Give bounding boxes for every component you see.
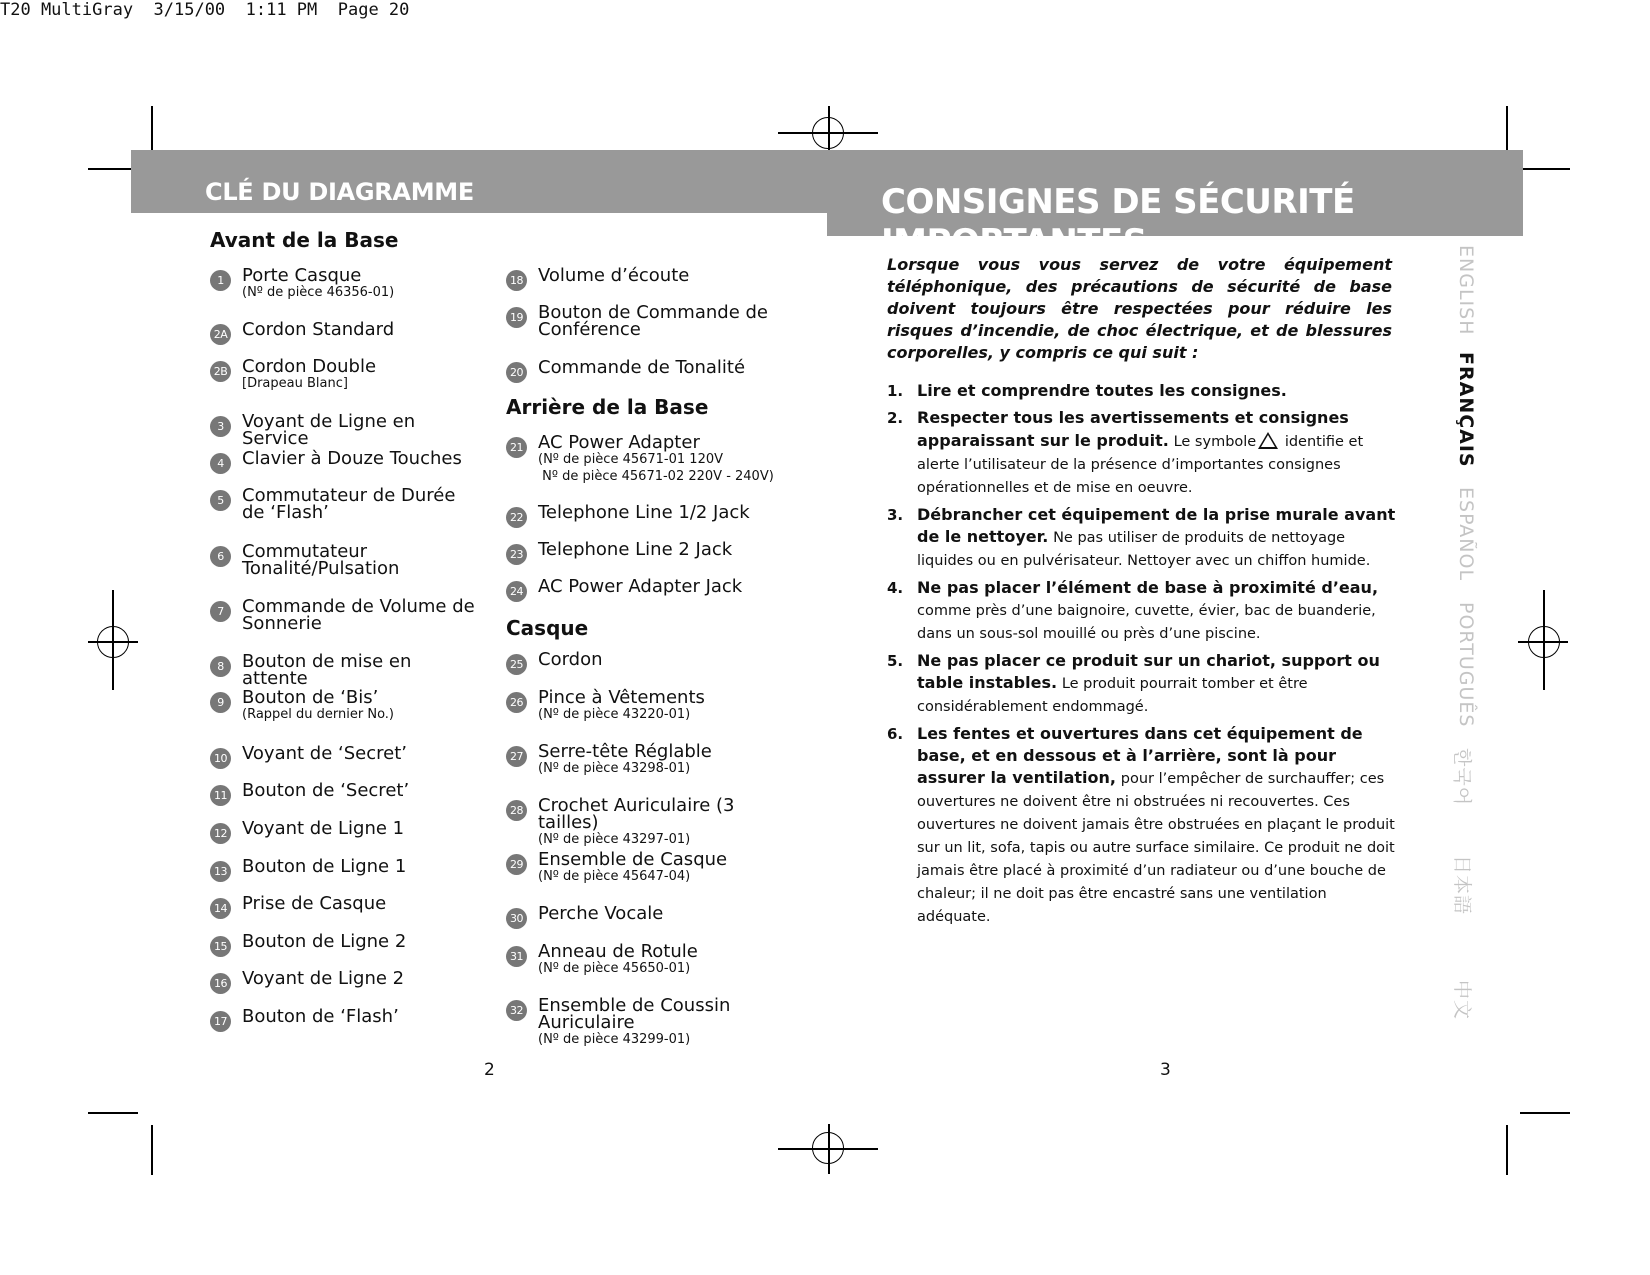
diagram-key-item	[210, 267, 480, 301]
crop-mark	[1520, 1112, 1570, 1114]
item-part-number: (Rappel du dernier No.)	[242, 707, 395, 722]
item-number-badge: 22	[506, 507, 527, 528]
diagram-key-item	[506, 997, 776, 1048]
rule-heading: Lire et comprendre toutes les consignes.	[917, 381, 1287, 400]
item-number-badge: 15	[210, 936, 231, 957]
diagram-key-item	[210, 893, 480, 915]
item-label: Bouton de ‘Bis’	[242, 687, 379, 708]
safety-rule	[887, 380, 1397, 402]
diagram-key-item	[210, 319, 480, 341]
diagram-key-item	[506, 434, 776, 485]
item-label: Bouton de Ligne 1	[242, 856, 407, 877]
item-label: AC Power Adapter Jack	[538, 576, 743, 597]
item-label: Commutateur de Durée de ‘Flash’	[242, 485, 456, 523]
rule-text: identifie et alerte l’utilisateur de la présence d’importantes consignes opérationnelles et de mise en oeuvre.	[917, 434, 1364, 496]
item-part-number: (Nº de pièce 45671-01 120V Nº de pièce 45671-02 220V - 240V)	[538, 452, 774, 484]
diagram-key-item	[506, 689, 776, 723]
diagram-key-item	[506, 797, 776, 848]
rule-heading: Ne pas placer ce produit sur un chariot, support ou table instables.	[917, 651, 1380, 692]
rule-number: 4.	[887, 579, 904, 597]
rule-text: pour l’empêcher de surchauffer; ces ouvertures ne doivent être ni obstruées ni recouvertes. Ces ouvertures ne doivent jamais être obstruées en plaçant le produit sur un lit, sofa, tapis ou autre surface similaire. Ce produit ne doit jamais être placé à proximité d’un radiateur ou d’une bouche de chaleur; il ne doit pas être encastré sans une ventilation adéquate.	[917, 771, 1395, 925]
item-label: Voyant de Ligne en Service	[242, 411, 416, 449]
item-number-badge: 25	[506, 654, 527, 675]
language-tab[interactable]: ENGLISH	[1455, 245, 1477, 336]
item-label: Telephone Line 1/2 Jack	[538, 502, 750, 523]
language-tab[interactable]: 中文	[1451, 980, 1473, 1021]
section-headset: Casque	[506, 616, 589, 640]
item-number-badge: 14	[210, 898, 231, 919]
diagram-key-item	[210, 653, 480, 687]
item-label: Bouton de Commande de Conférence	[538, 302, 769, 340]
safety-rule	[887, 723, 1397, 928]
item-label: Telephone Line 2 Jack	[538, 539, 733, 560]
diagram-key-banner	[131, 150, 827, 213]
rule-heading: Les fentes et ouvertures dans cet équipement de base, et en dessous et à l’arrière, sont là pour assurer la ventilation,	[917, 724, 1363, 787]
safety-rule	[887, 504, 1397, 572]
diagram-key-item	[210, 743, 480, 765]
item-label: Cordon Standard	[242, 319, 395, 340]
item-part-number: (Nº de pièce 45647-04)	[538, 869, 691, 884]
item-number-badge: 24	[506, 581, 527, 602]
item-label: Commande de Volume de Sonnerie	[242, 596, 475, 634]
item-number-badge: 2A	[210, 324, 231, 345]
page-number-right: 3	[1160, 1060, 1171, 1080]
diagram-key-item	[210, 931, 480, 953]
item-label: Prise de Casque	[242, 893, 387, 914]
diagram-key-title: CLÉ DU DIAGRAMME	[205, 178, 474, 206]
section-back: Arrière de la Base	[506, 395, 709, 419]
rule-heading: Débrancher cet équipement de la prise murale avant de le nettoyer.	[917, 505, 1396, 546]
item-number-badge: 20	[506, 362, 527, 383]
item-label: Voyant de ‘Secret’	[242, 743, 407, 764]
item-label: Anneau de Rotule	[538, 941, 698, 962]
item-number-badge: 32	[506, 1000, 527, 1021]
item-label: Bouton de ‘Secret’	[242, 780, 410, 801]
item-number-badge: 19	[506, 307, 527, 328]
item-number-badge: 30	[506, 908, 527, 929]
diagram-key-item	[210, 1006, 480, 1028]
page-number-left: 2	[484, 1060, 495, 1080]
diagram-key-item	[210, 968, 480, 990]
diagram-key-item	[210, 856, 480, 878]
rule-heading: Ne pas placer l’élément de base à proximité d’eau,	[917, 578, 1379, 597]
item-part-number: (Nº de pièce 43299-01)	[538, 1032, 691, 1047]
item-label: Crochet Auriculaire (3 tailles)	[538, 795, 735, 833]
item-part-number: [Drapeau Blanc]	[242, 376, 348, 391]
item-number-badge: 17	[210, 1011, 231, 1032]
diagram-key-item	[506, 743, 776, 777]
item-label: Cordon Double	[242, 356, 377, 377]
item-label: Ensemble de Casque	[538, 849, 728, 870]
language-tab[interactable]: PORTUGUÊS	[1455, 602, 1477, 728]
diagram-key-item	[506, 903, 776, 925]
diagram-key-item	[210, 358, 480, 392]
rule-text: Le produit pourrait tomber et être considérablement endommagé.	[917, 676, 1308, 715]
item-label: Pince à Vêtements	[538, 687, 705, 708]
crop-mark	[151, 106, 153, 154]
item-label: Porte Casque	[242, 265, 362, 286]
item-number-badge: 10	[210, 748, 231, 769]
item-number-badge: 23	[506, 544, 527, 565]
item-part-number: (Nº de pièce 43297-01)	[538, 832, 691, 847]
item-label: Perche Vocale	[538, 903, 664, 924]
item-number-badge: 5	[210, 490, 231, 511]
crop-mark	[88, 1112, 138, 1114]
crop-mark	[151, 1125, 153, 1175]
print-slug: T20 MultiGray 3/15/00 1:11 PM Page 20	[0, 0, 410, 20]
rule-text: Le symbole	[1173, 434, 1257, 450]
diagram-key-item	[506, 576, 776, 598]
item-number-badge: 9	[210, 692, 231, 713]
item-number-badge: 26	[506, 692, 527, 713]
rule-number: 5.	[887, 652, 904, 670]
item-number-badge: 28	[506, 800, 527, 821]
rule-number: 2.	[887, 409, 904, 427]
diagram-key-item	[506, 539, 776, 561]
item-number-badge: 3	[210, 416, 231, 437]
item-part-number: (Nº de pièce 45650-01)	[538, 961, 691, 976]
item-number-badge: 12	[210, 823, 231, 844]
rule-number: 6.	[887, 725, 904, 743]
rule-heading: Respecter tous les avertissements et consignes apparaissant sur le produit.	[917, 408, 1349, 450]
diagram-key-item	[506, 502, 776, 524]
diagram-key-item	[210, 780, 480, 802]
item-label: Voyant de Ligne 2	[242, 968, 405, 989]
diagram-key-item	[210, 543, 480, 577]
item-number-badge: 29	[506, 854, 527, 875]
safety-rule	[887, 650, 1397, 718]
language-tab[interactable]: FRANÇAIS	[1455, 352, 1477, 468]
item-label: Bouton de ‘Flash’	[242, 1006, 399, 1027]
item-number-badge: 8	[210, 656, 231, 677]
diagram-key-item	[506, 943, 776, 977]
item-number-badge: 16	[210, 973, 231, 994]
diagram-key-item	[210, 598, 480, 632]
item-number-badge: 31	[506, 946, 527, 967]
diagram-key-item	[506, 851, 776, 885]
safety-rule	[887, 577, 1397, 645]
diagram-key-item	[506, 265, 776, 287]
item-number-badge: 6	[210, 546, 231, 567]
language-tab[interactable]: 日本語	[1451, 855, 1473, 916]
crop-mark	[1520, 168, 1570, 170]
safety-rules-list	[887, 380, 1397, 933]
item-label: Cordon	[538, 649, 603, 670]
item-label: Commande de Tonalité	[538, 357, 746, 378]
diagram-key-item	[210, 818, 480, 840]
item-label: Clavier à Douze Touches	[242, 448, 462, 469]
item-part-number: (Nº de pièce 43298-01)	[538, 761, 691, 776]
item-label: Serre-tête Réglable	[538, 741, 712, 762]
item-label: AC Power Adapter	[538, 432, 700, 453]
item-number-badge: 18	[506, 270, 527, 291]
language-tab[interactable]: 한국어	[1451, 748, 1473, 807]
rule-number: 3.	[887, 506, 904, 524]
diagram-key-item	[210, 689, 480, 723]
safety-rule	[887, 407, 1397, 499]
crop-mark	[1506, 1125, 1508, 1175]
safety-intro: Lorsque vous vous servez de votre équipement téléphonique, des précautions de sécurité de base doivent toujours être respectées pour réduire les risques d’incendie, de choc électrique, et de blessures corporelles, y compris ce qui suit :	[887, 255, 1392, 362]
safety-banner	[827, 150, 1523, 262]
item-number-badge: 2B	[210, 361, 231, 382]
item-number-badge: 1	[210, 270, 231, 291]
diagram-key-item	[210, 448, 480, 470]
rule-number: 1.	[887, 382, 904, 400]
diagram-key-item	[210, 413, 480, 447]
item-label: Volume d’écoute	[538, 265, 690, 286]
crop-mark	[1506, 106, 1508, 154]
safety-title: CONSIGNES DE SÉCURITÉ IMPORTANTES	[881, 182, 1355, 262]
section-front: Avant de la Base	[210, 228, 399, 252]
item-label: Bouton de mise en attente	[242, 651, 412, 689]
item-number-badge: 13	[210, 861, 231, 882]
item-number-badge: 4	[210, 453, 231, 474]
item-label: Ensemble de Coussin Auriculaire	[538, 995, 731, 1033]
item-part-number: (Nº de pièce 43220-01)	[538, 707, 691, 722]
item-number-badge: 27	[506, 746, 527, 767]
item-label: Voyant de Ligne 1	[242, 818, 405, 839]
language-tab[interactable]: ESPAÑOL	[1455, 487, 1477, 582]
warning-triangle-icon	[1258, 432, 1278, 449]
item-part-number: (Nº de pièce 46356-01)	[242, 285, 395, 300]
diagram-key-item	[506, 304, 776, 338]
item-number-badge: 11	[210, 785, 231, 806]
diagram-key-item	[506, 649, 776, 671]
item-number-badge: 7	[210, 601, 231, 622]
rule-text: Ne pas utiliser de produits de nettoyage liquides ou en pulvérisateur. Nettoyer avec un chiffon humide.	[917, 530, 1371, 569]
item-number-badge: 21	[506, 437, 527, 458]
rule-text: comme près d’une baignoire, cuvette, évier, bac de buanderie, dans un sous-sol mouillé ou près d’une piscine.	[917, 603, 1376, 642]
item-label: Commutateur Tonalité/Pulsation	[242, 541, 400, 579]
item-label: Bouton de Ligne 2	[242, 931, 407, 952]
diagram-key-item	[210, 487, 480, 521]
diagram-key-item	[506, 357, 776, 379]
